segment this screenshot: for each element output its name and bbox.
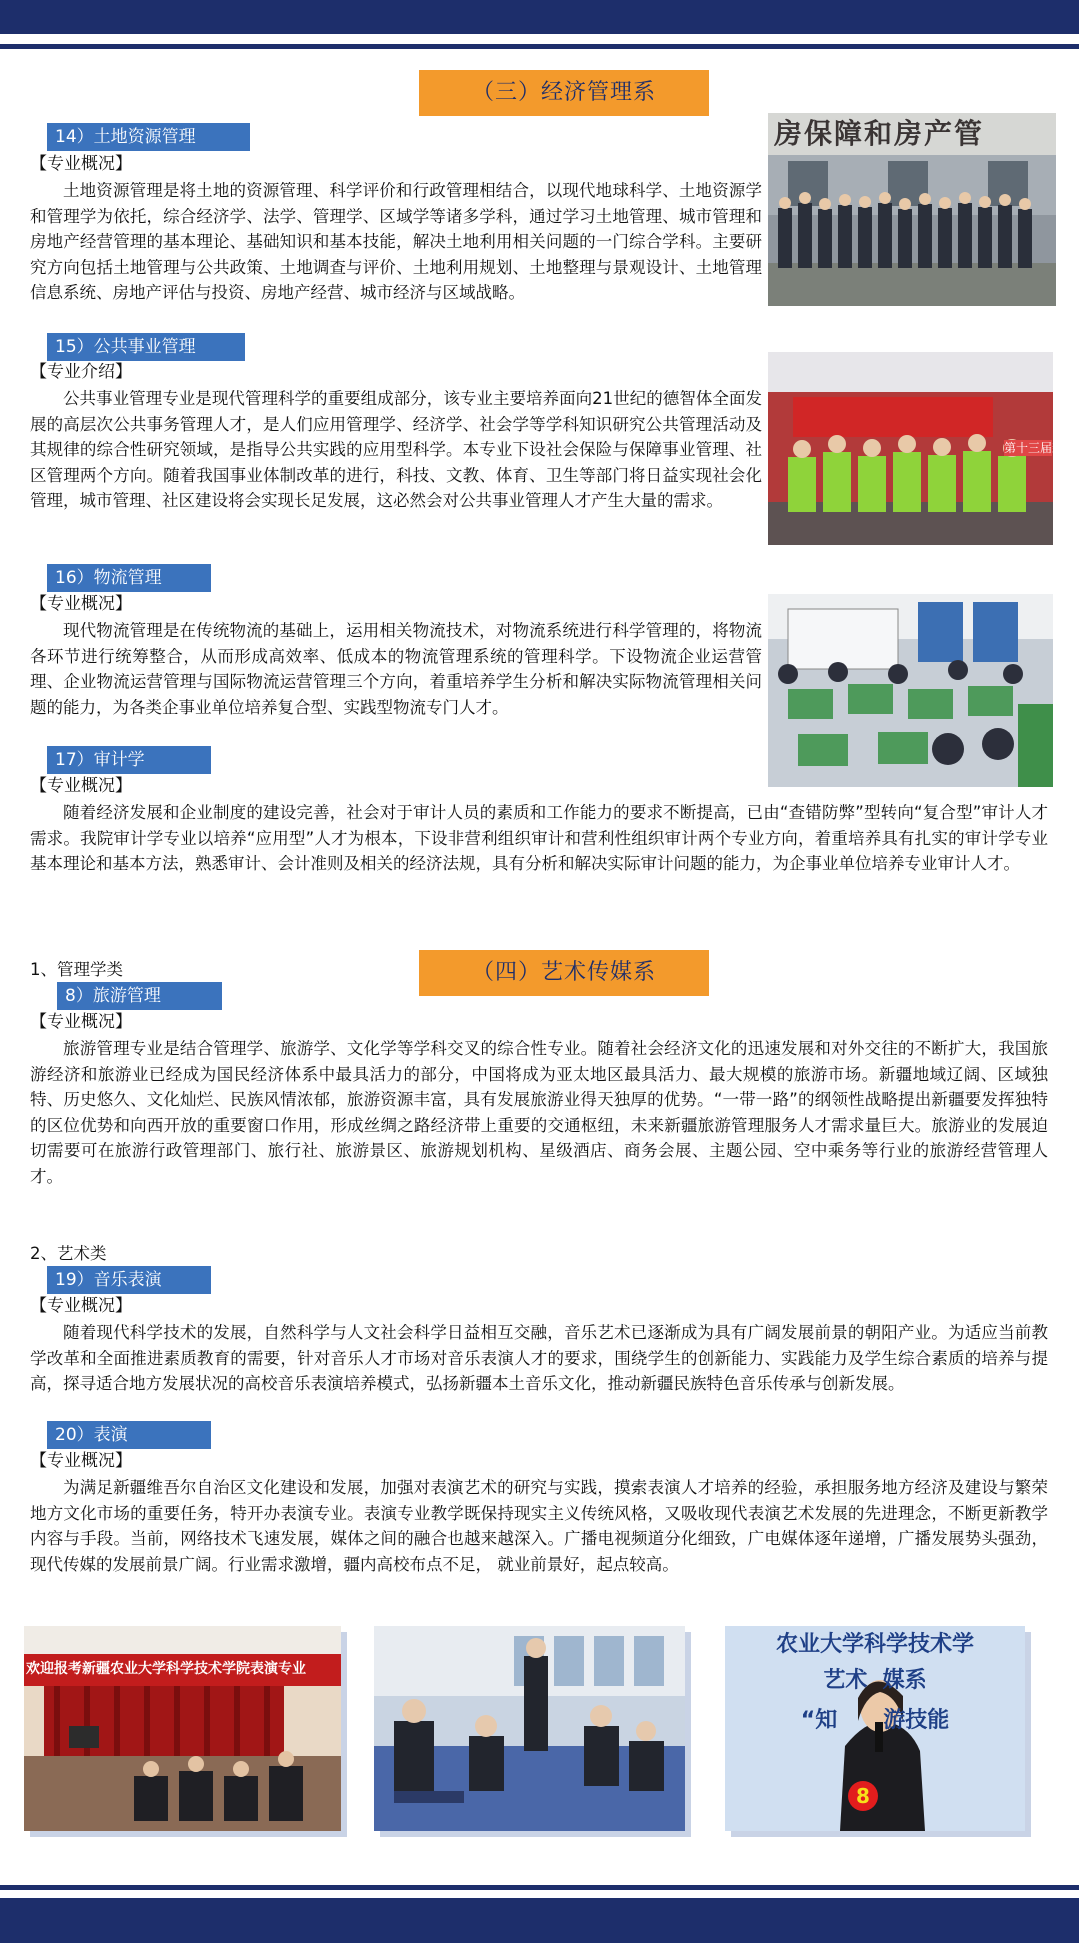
photo-stage-line-3: “知 游技能 xyxy=(800,1708,950,1733)
dept-title-economics: （三）经济管理系 xyxy=(419,70,709,116)
section-heading-tourism: 【专业概况】 xyxy=(30,1012,132,1032)
paragraph-logistics: 现代物流管理是在传统物流的基础上，运用相关物流技术，对物流系统进行科学管理的，将物流各环节进行统筹整合，从而形成高效率、低成本的物流管理系统的管理科学。下设物流企业运营管理、企业物流运营管理与国际物流运营管理三个方向，着重培养学生分析和解决实际物流管理相关问题的能力，为各类企事业单位培养复合型、实践型物流专门人才。 xyxy=(30,621,762,717)
category-art: 2、艺术类 xyxy=(30,1244,107,1263)
dept-title-arts-media: （四）艺术传媒系 xyxy=(419,950,709,996)
photo-welcome-banner-text: 欢迎报考新疆农业大学科学技术学院表演专业 xyxy=(26,1661,306,1677)
paragraph-music: 随着现代科学技术的发展，自然科学与人文社会科学日益相互交融，音乐艺术已逐渐成为具有广阔发展前景的朝阳产业。为适应当前教学改革和全面推进素质教育的需要，针对音乐人才市场对音乐表演人才的要求，围绕学生的创新能力、实践能力及学生综合素质的培养与提高，探寻适合地方发展状况的高校音乐表演培养模式，弘扬新疆本土音乐文化，推动新疆民族特色音乐传承与创新发展。 xyxy=(30,1323,1048,1393)
section-heading-land: 【专业概况】 xyxy=(30,154,132,174)
top-band xyxy=(0,0,1079,34)
photo-sign-text: 房保障和房产管 xyxy=(774,117,985,150)
bottom-rule xyxy=(0,1885,1079,1890)
major-label-audit: 17）审计学 xyxy=(47,746,211,774)
major-label-public: 15）公共事业管理 xyxy=(47,333,245,361)
major-label-logistics: 16）物流管理 xyxy=(47,564,211,592)
major-label-land: 14）土地资源管理 xyxy=(47,123,250,151)
contestant-number-badge: 8 xyxy=(848,1781,878,1811)
photo-speaker-stage xyxy=(725,1626,1025,1831)
photo-dance-practice xyxy=(374,1626,685,1831)
photo-stage-line-2: 艺术 媒系 xyxy=(823,1668,927,1693)
paragraph-public: 公共事业管理专业是现代管理科学的重要组成部分，该专业主要培养面向21世纪的德智体全面发展的高层次公共事务管理人才，是人们应用管理学、经济学、社会学等学科知识研究公共管理活动及其规律的综合性研究领域，是指导公共实践的应用型科学。本专业下设社会保险与保障事业管理、社区管理两个方向。随着我国事业体制改革的进行，科技、文教、体育、卫生等部门将日益实现社会化管理，城市管理、社区建设将会实现长足发展，这必然会对公共事业管理人才产生大量的需求。 xyxy=(30,389,762,510)
bottom-band xyxy=(0,1898,1079,1943)
photo-banner-text: 第十三届新疆 xyxy=(1004,441,1077,455)
paragraph-land: 土地资源管理是将土地的资源管理、科学评价和行政管理相结合，以现代地球科学、土地资源学和管理学为依托，综合经济学、法学、管理学、区域学等诸多学科，通过学习土地管理、城市管理和房地产经营管理的基本理论、基础知识和基本技能，解决土地利用相关问题的一门综合学科。主要研究方向包括土地管理与公共政策、土地调查与评价、土地利用规划、土地整理与景观设计、土地管理信息系统、房地产评估与投资、房地产经营、城市经济与区域战略。 xyxy=(30,181,762,302)
section-heading-performance: 【专业概况】 xyxy=(30,1451,132,1471)
major-label-performance: 20）表演 xyxy=(47,1421,211,1449)
photo-public-event-group xyxy=(768,352,1077,545)
top-rule xyxy=(0,44,1079,49)
photo-housing-office-group xyxy=(768,113,1056,306)
photo-stage-line-1: 农业大学科学技术学 xyxy=(775,1632,974,1657)
photo-auditorium-lecture xyxy=(24,1626,341,1831)
paragraph-performance: 为满足新疆维吾尔自治区文化建设和发展，加强对表演艺术的研究与实践，摸索表演人才培养的经验，承担服务地方经济及建设与繁荣地方文化市场的重要任务，特开办表演专业。表演专业教学既保持现实主义传统风格，又吸收现代表演艺术发展的先进理念，不断更新教学内容与手段。当前，网络技术飞速发展，媒体之间的融合也越来越深入。广播电视频道分化细致，广电媒体逐年递增，广播发展势头强劲，现代传媒的发展前景广阔。行业需求激增，疆内高校布点不足， 就业前景好，起点较高。 xyxy=(30,1478,1048,1574)
section-heading-audit: 【专业概况】 xyxy=(30,776,132,796)
paragraph-audit: 随着经济发展和企业制度的建设完善，社会对于审计人员的素质和工作能力的要求不断提高，已由“查错防弊”型转向“复合型”审计人才需求。我院审计学专业以培养“应用型”人才为根本，下设非营利组织审计和营利性组织审计两个专业方向，着重培养具有扎实的审计学专业基本理论和基本方法，熟悉审计、会计准则及相关的经济法规，具有分析和解决实际审计问题的能力，为企事业单位培养专业审计人才。 xyxy=(30,803,1048,873)
photo-computer-lab xyxy=(768,594,1053,787)
section-heading-public: 【专业介绍】 xyxy=(30,362,132,382)
major-label-music: 19）音乐表演 xyxy=(47,1266,211,1294)
section-heading-logistics: 【专业概况】 xyxy=(30,594,132,614)
major-label-tourism: 8）旅游管理 xyxy=(57,982,222,1010)
paragraph-tourism: 旅游管理专业是结合管理学、旅游学、文化学等学科交叉的综合性专业。随着社会经济文化的迅速发展和对外交往的不断扩大，我国旅游经济和旅游业已经成为国民经济体系中最具活力的部分，中国将成为亚太地区最具活力、最大规模的旅游市场。新疆地域辽阔、区域独特、历史悠久、文化灿烂、民族风情浓郁，旅游资源丰富，具有发展旅游业得天独厚的优势。“一带一路”的纲领性战略提出新疆要发挥独特的区位优势和向西开放的重要窗口作用，形成丝绸之路经济带上重要的交通枢纽，未来新疆旅游管理服务人才需求量巨大。旅游业的发展迫切需要可在旅游行政管理部门、旅行社、旅游景区、旅游规划机构、星级酒店、商务会展、主题公园、空中乘务等行业的旅游经营管理人才。 xyxy=(30,1039,1048,1186)
section-heading-music: 【专业概况】 xyxy=(30,1296,132,1316)
category-management: 1、管理学类 xyxy=(30,960,123,979)
